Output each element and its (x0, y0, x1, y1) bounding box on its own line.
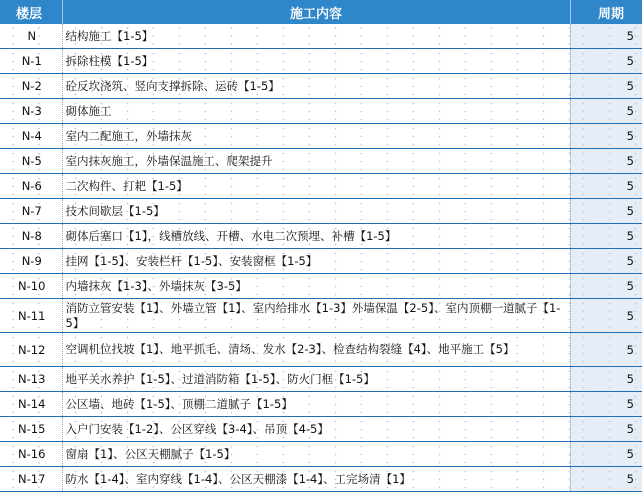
content-cell: 室内二配施工，外墙抹灰 (62, 124, 570, 149)
floor-cell: N-6 (0, 174, 62, 199)
table-row (0, 417, 642, 442)
floor-cell: N-16 (0, 442, 62, 467)
period-cell: 5 (570, 299, 642, 333)
content-cell: 技术间歇层【1-5】 (62, 199, 570, 224)
period-cell: 5 (570, 274, 642, 299)
floor-cell: N-17 (0, 467, 62, 492)
table-row (0, 392, 642, 417)
content-cell: 窗扇【1】、公区天棚腻子【1-5】 (62, 442, 570, 467)
content-cell: 空调机位找坡【1】、地平抓毛、清场、发水【2-3】、检查结构裂缝【4】、地平施工【5】 (62, 333, 570, 367)
table-row (0, 249, 642, 274)
table-row (0, 299, 642, 333)
period-cell: 5 (570, 124, 642, 149)
content-cell: 地平关水养护【1-5】、过道消防箱【1-5】、防火门框【1-5】 (62, 367, 570, 392)
table-row (0, 274, 642, 299)
table-row (0, 467, 642, 492)
content-cell: 二次构件、打耙【1-5】 (62, 174, 570, 199)
floor-cell: N-12 (0, 333, 62, 367)
floor-cell: N-1 (0, 49, 62, 74)
table-row (0, 174, 642, 199)
period-cell: 5 (570, 24, 642, 49)
period-cell: 5 (570, 49, 642, 74)
content-cell: 公区墙、地砖【1-5】、顶棚二道腻子【1-5】 (62, 392, 570, 417)
table-row (0, 367, 642, 392)
period-cell: 5 (570, 174, 642, 199)
content-cell: 防水【1-4】、室内穿线【1-4】、公区天棚漆【1-4】、工完场清【1】 (62, 467, 570, 492)
content-cell: 拆除柱模【1-5】 (62, 49, 570, 74)
content-cell: 砌体后塞口【1】，线槽放线、开槽、水电二次预埋、补槽【1-5】 (62, 224, 570, 249)
period-cell: 5 (570, 199, 642, 224)
floor-cell: N-5 (0, 149, 62, 174)
floor-cell: N-13 (0, 367, 62, 392)
content-cell: 砼反坎浇筑、竖向支撑拆除、运砖【1-5】 (62, 74, 570, 99)
table-row (0, 149, 642, 174)
table-row (0, 74, 642, 99)
period-cell: 5 (570, 442, 642, 467)
content-cell: 消防立管安装【1】、外墙立管【1】、室内给排水【1-3】外墙保温【2-5】、室内顶棚一道腻子【1-5】 (62, 299, 570, 333)
table-row (0, 24, 642, 49)
period-cell: 5 (570, 333, 642, 367)
floor-cell: N-8 (0, 224, 62, 249)
header-row (0, 0, 642, 24)
period-cell: 5 (570, 417, 642, 442)
floor-cell: N-10 (0, 274, 62, 299)
floor-cell: N-11 (0, 299, 62, 333)
content-cell: 结构施工【1-5】 (62, 24, 570, 49)
table-row (0, 124, 642, 149)
content-cell: 砌体施工 (62, 99, 570, 124)
header-floor: 楼层 (0, 0, 62, 24)
floor-cell: N-4 (0, 124, 62, 149)
floor-cell: N-15 (0, 417, 62, 442)
floor-cell: N-2 (0, 74, 62, 99)
period-cell: 5 (570, 224, 642, 249)
content-cell: 内墙抹灰【1-3】、外墙抹灰【3-5】 (62, 274, 570, 299)
header-content: 施工内容 (62, 0, 570, 24)
table-row (0, 224, 642, 249)
content-cell: 入户门安装【1-2】、公区穿线【3-4】、吊顶【4-5】 (62, 417, 570, 442)
period-cell: 5 (570, 367, 642, 392)
floor-cell: N-7 (0, 199, 62, 224)
period-cell: 5 (570, 74, 642, 99)
table-row (0, 199, 642, 224)
floor-cell: N (0, 24, 62, 49)
floor-cell: N-9 (0, 249, 62, 274)
header-period: 周期 (570, 0, 642, 24)
floor-cell: N-3 (0, 99, 62, 124)
period-cell: 5 (570, 467, 642, 492)
table-row (0, 442, 642, 467)
content-cell: 室内抹灰施工，外墙保温施工、爬架提升 (62, 149, 570, 174)
floor-cell: N-14 (0, 392, 62, 417)
table-row (0, 49, 642, 74)
content-cell: 挂网【1-5】、安装栏杆【1-5】、安装窗框【1-5】 (62, 249, 570, 274)
table-row (0, 99, 642, 124)
period-cell: 5 (570, 99, 642, 124)
period-cell: 5 (570, 249, 642, 274)
table-row (0, 333, 642, 367)
period-cell: 5 (570, 392, 642, 417)
period-cell: 5 (570, 149, 642, 174)
